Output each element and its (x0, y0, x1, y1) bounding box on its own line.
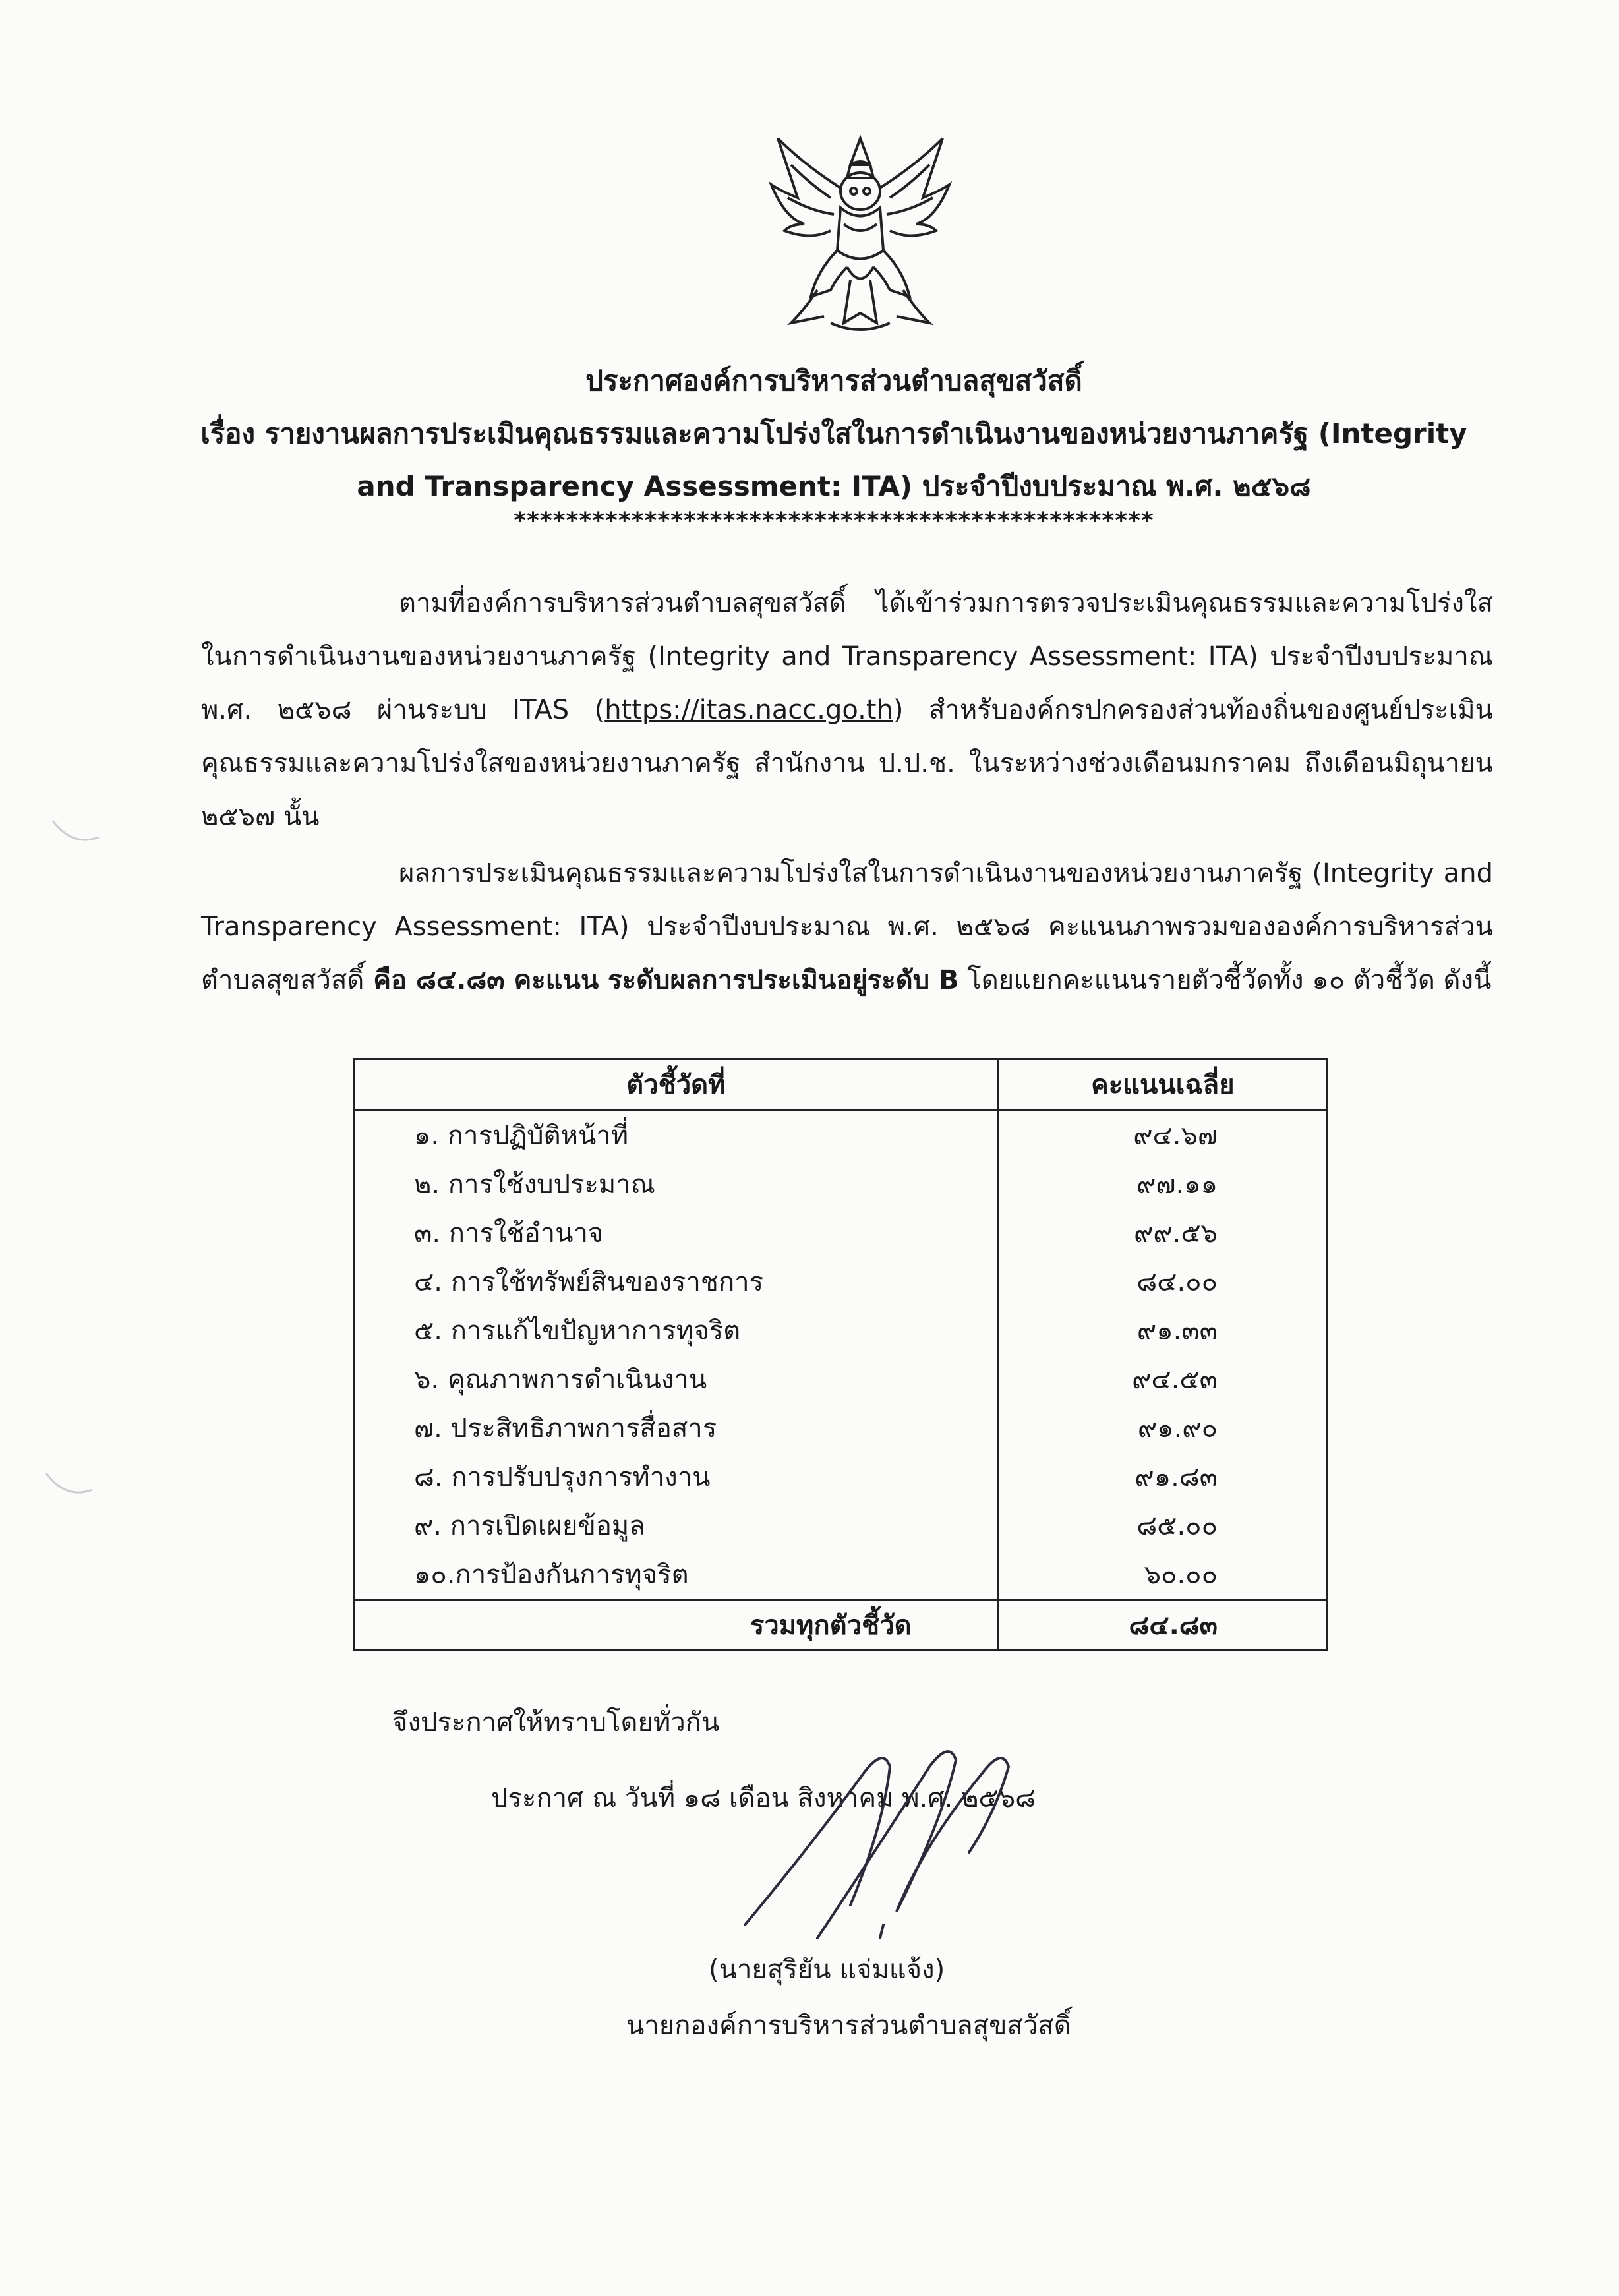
table-row (354, 1257, 1328, 1306)
scan-hole-mark (40, 1467, 99, 1506)
indicator-cell: ๗. ประสิทธิภาพการสื่อสาร (354, 1403, 999, 1452)
indicator-cell: ๙. การเปิดเผยข้อมูล (354, 1501, 999, 1550)
scan-hole-mark (46, 814, 105, 854)
indicator-cell: ๒. การใช้งบประมาณ (354, 1160, 999, 1208)
score-table (353, 1058, 1328, 1651)
score-cell: ๖๐.๐๐ (998, 1550, 1327, 1600)
table-row (354, 1550, 1328, 1600)
table-row (354, 1160, 1328, 1208)
paragraph-1 (201, 577, 1493, 844)
indicator-cell: ๔. การใช้ทรัพย์สินของราชการ (354, 1257, 999, 1306)
table-row (354, 1110, 1328, 1160)
paragraph-1-text-b: ) สำหรับองค์กรปกครองส่วนท้องถิ่นของศูนย์ประเมินคุณธรรมและความโปร่งใสของหน่วยงานภาครัฐ สำนักงาน ป.ป.ช. ในระหว่างช่วงเดือนมกราคม ถึงเดือนมิถุนายน ๒๕๖๗ นั้น (201, 695, 1493, 832)
total-label: รวมทุกตัวชี้วัด (354, 1600, 999, 1651)
overall-score-text: คือ ๘๔.๘๓ คะแนน ระดับผลการประเมินอยู่ระดับ B (364, 965, 959, 995)
itas-link[interactable]: https://itas.nacc.go.th (604, 695, 893, 725)
score-cell: ๙๔.๕๓ (998, 1355, 1327, 1403)
header-average-score: คะแนนเฉลี่ย (998, 1059, 1327, 1110)
paragraph-2-text-b: โดยแยกคะแนนรายตัวชี้วัดทั้ง ๑๐ ตัวชี้วัด ดังนี้ (958, 965, 1492, 995)
indicator-cell: ๑. การปฏิบัติหน้าที่ (354, 1110, 999, 1160)
score-cell: ๙๔.๖๗ (998, 1110, 1327, 1160)
table-row (354, 1355, 1328, 1403)
score-cell: ๙๑.๙๐ (998, 1403, 1327, 1452)
table-header-row (354, 1059, 1328, 1110)
subject-line-1: เรื่อง รายงานผลการประเมินคุณธรรมและความโปร่งใสในการดำเนินงานของหน่วยงานภาครัฐ (Integrity (200, 417, 1467, 450)
garuda-emblem-icon (751, 125, 969, 343)
indicator-cell: ๑๐.การป้องกันการทุจริต (354, 1550, 999, 1600)
table-row (354, 1208, 1328, 1257)
paragraph-1-text-a: ตามที่องค์การบริหารส่วนตำบลสุขสวัสดิ์ ได้เข้าร่วมการตรวจประเมินคุณธรรมและความโปร่งใสในการดำเนินงานของหน่วยงานภาครัฐ (Integrity and Transparency Assessment: ITA) ประจำปีงบประมาณ พ.ศ. ๒๕๖๘ ผ่านระบบ ITAS ( (201, 588, 1493, 725)
closing-notice: จึงประกาศให้ทราบโดยทั่วกัน (392, 1707, 720, 1738)
indicator-cell: ๘. การปรับปรุงการทำงาน (354, 1452, 999, 1501)
separator-stars: ************************************************* (514, 508, 1154, 535)
announcement-date: ประกาศ ณ วันที่ ๑๘ เดือน สิงหาคม พ.ศ. ๒๕๖๘ (491, 1783, 1036, 1813)
handwritten-signature (732, 1727, 1042, 1945)
signer-name: (นายสุริยัน แจ่มแจ้ง) (709, 1955, 945, 1985)
paragraph-2 (201, 847, 1493, 1007)
table-row (354, 1452, 1328, 1501)
table-row (354, 1501, 1328, 1550)
score-cell: ๙๑.๓๓ (998, 1306, 1327, 1355)
indicator-cell: ๓. การใช้อำนาจ (354, 1208, 999, 1257)
total-score: ๘๔.๘๓ (998, 1600, 1327, 1651)
score-cell: ๘๔.๐๐ (998, 1257, 1327, 1306)
table-total-row (354, 1600, 1328, 1651)
indicator-cell: ๖. คุณภาพการดำเนินงาน (354, 1355, 999, 1403)
score-cell: ๙๙.๕๖ (998, 1208, 1327, 1257)
signer-title: นายกองค์การบริหารส่วนตำบลสุขสวัสดิ์ (626, 2011, 1071, 2041)
indicator-cell: ๕. การแก้ไขปัญหาการทุจริต (354, 1306, 999, 1355)
score-cell: ๙๑.๘๓ (998, 1452, 1327, 1501)
header-indicator: ตัวชี้วัดที่ (354, 1059, 999, 1110)
score-cell: ๘๕.๐๐ (998, 1501, 1327, 1550)
subject-line-2: and Transparency Assessment: ITA) ประจำปีงบประมาณ พ.ศ. ๒๕๖๘ (357, 470, 1311, 502)
table-row (354, 1403, 1328, 1452)
paragraph-2-text-a: ผลการประเมินคุณธรรมและความโปร่งใสในการดำเนินงานของหน่วยงานภาครัฐ (Integrity and Transparency Assessment: ITA) ประจำปีงบประมาณ พ.ศ. ๒๕๖๘ คะแนนภาพรวมขององค์การบริหารส่วนตำบลสุขสวัสดิ์ (201, 858, 1493, 995)
announcement-title: ประกาศองค์การบริหารส่วนตำบลสุขสวัสดิ์ (585, 365, 1082, 397)
score-cell: ๙๗.๑๑ (998, 1160, 1327, 1208)
table-row (354, 1306, 1328, 1355)
